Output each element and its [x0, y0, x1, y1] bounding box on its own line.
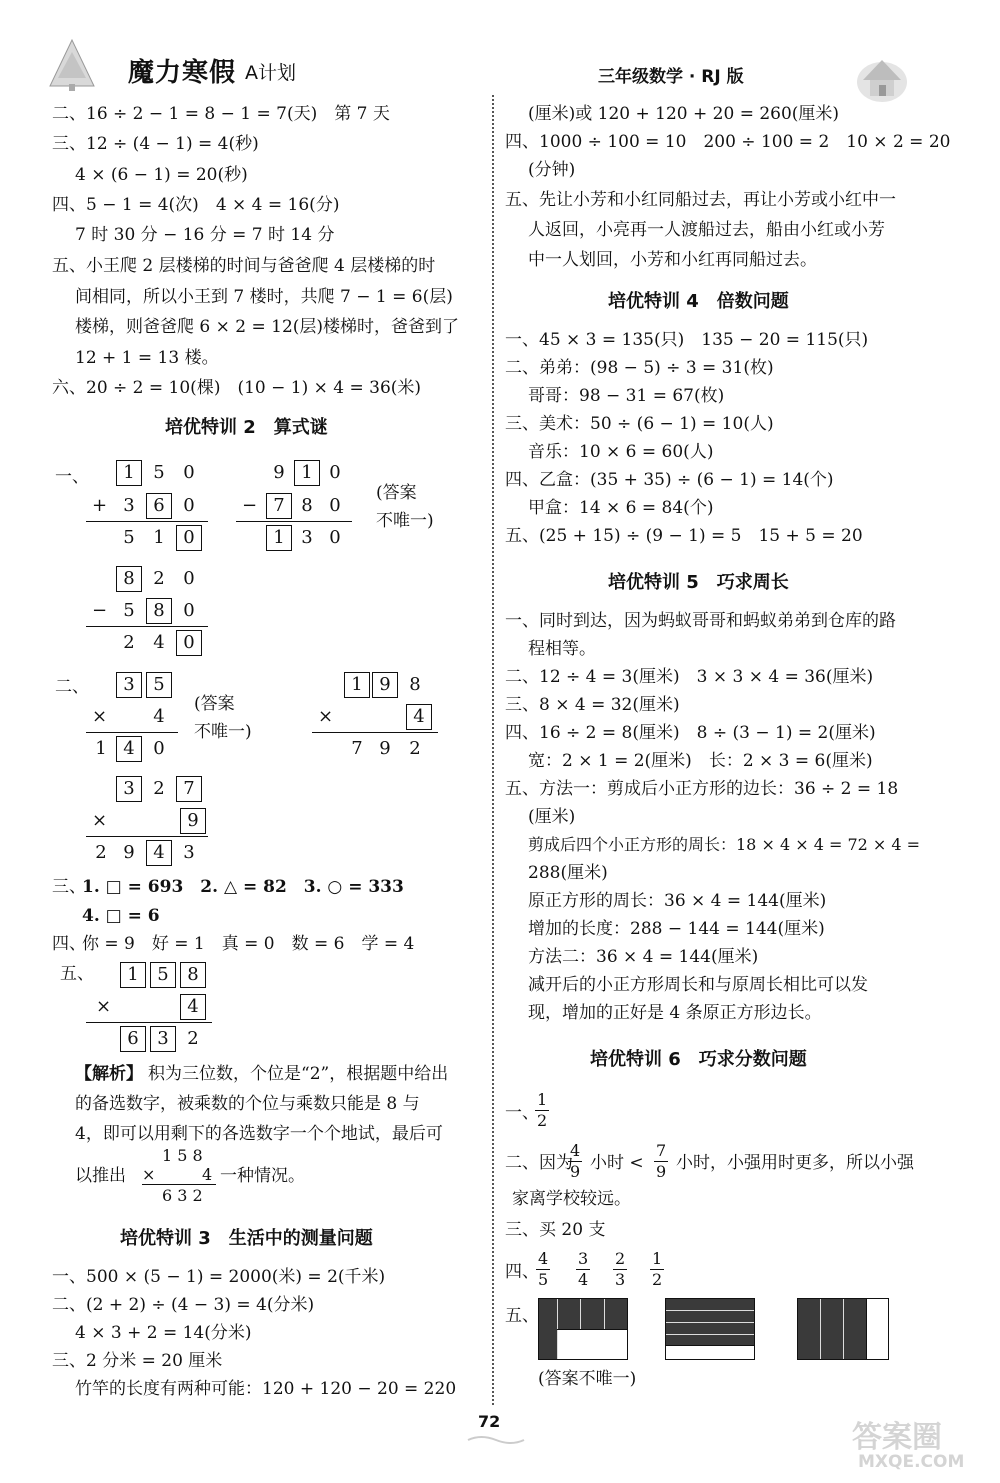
digit: 2	[409, 738, 421, 759]
fraction-numerator: 3	[578, 1249, 589, 1268]
inline-vertical-op: ×	[142, 1165, 156, 1184]
answer-line: 原正方形的周长：36 × 4 = 144(厘米)	[528, 891, 827, 911]
digit: 3	[123, 495, 135, 516]
answer-line: 中一人划回，小芳和小红再同船过去。	[528, 250, 817, 270]
answer-line: 二、16 ÷ 2 − 1 = 8 − 1 = 7(天) 第 7 天	[52, 104, 390, 124]
digit: 4	[153, 632, 165, 653]
digit: 8	[409, 674, 421, 695]
fraction-numerator: 4	[538, 1249, 549, 1268]
digit-box: 7	[266, 493, 292, 519]
fraction-denominator: 2	[652, 1270, 663, 1289]
answer-line: 二、弟弟：(98 − 5) ÷ 3 = 31(枚)	[505, 358, 774, 378]
answer-line: 竹竿的长度有两种可能：120 + 120 − 20 = 220	[75, 1379, 457, 1399]
answer-line: 三、2 分米 = 20 厘米	[52, 1351, 223, 1371]
fraction	[535, 1090, 549, 1131]
digit: 2	[153, 568, 165, 589]
digit: 7	[351, 738, 363, 759]
digit-box: 1	[266, 525, 292, 551]
fraction	[568, 1141, 582, 1182]
question-label: 五、	[60, 964, 94, 984]
digit-box: 0	[176, 525, 202, 551]
digit: 4	[153, 706, 165, 727]
operator: +	[92, 495, 108, 516]
analysis-text: 4，即可以用剩下的各选数字一个个地试，最后可	[75, 1124, 443, 1144]
digit: 8	[301, 495, 313, 516]
fraction	[576, 1249, 590, 1290]
digit: 2	[187, 1028, 199, 1049]
note-text: (答案	[194, 694, 235, 714]
answer-line: 五、小王爬 2 层楼梯的时间与爸爸爬 4 层楼梯的时	[52, 256, 436, 276]
operator: ×	[96, 996, 112, 1017]
answer-line: 三、买 20 支	[505, 1220, 606, 1240]
tree-logo-icon	[42, 38, 102, 93]
answer-line: 楼梯，则爸爸爬 6 × 2 = 12(层)楼梯时，爸爸到了	[75, 317, 460, 337]
answer-line: 甲盒：14 × 6 = 84(个)	[528, 498, 714, 518]
fraction-denominator: 5	[538, 1270, 549, 1289]
answer-line: 四、16 ÷ 2 = 8(厘米) 8 ÷ (3 − 1) = 2(厘米)	[505, 723, 876, 743]
digit-box: 1	[344, 672, 370, 698]
note-text: 不唯一)	[376, 511, 434, 531]
digit-box: 1	[116, 460, 142, 486]
sum-line	[86, 1022, 212, 1023]
fraction-denominator: 2	[537, 1111, 548, 1130]
header-grade: 三年级数学 · RJ 版	[598, 67, 744, 87]
digit-box: 3	[150, 1026, 176, 1052]
digit-box: 8	[146, 598, 172, 624]
fraction-denominator: 3	[615, 1270, 626, 1289]
section-title: 培优特训 6 巧求分数问题	[590, 1049, 807, 1070]
digit: 9	[123, 842, 135, 863]
digit-box: 5	[146, 672, 172, 698]
fraction	[613, 1249, 627, 1290]
digit: 5	[123, 527, 135, 548]
column-divider	[492, 95, 494, 1405]
section-title: 培优特训 4 倍数问题	[608, 291, 789, 312]
digit: 3	[183, 842, 195, 863]
answer-line: 哥哥：98 − 31 = 67(枚)	[528, 386, 725, 406]
answer-line: 五、方法一：剪成后小正方形的边长：36 ÷ 2 = 18	[505, 779, 899, 799]
answer-line: 288(厘米)	[528, 863, 608, 883]
answer-line: 二、12 ÷ 4 = 3(厘米) 3 × 3 × 4 = 36(厘米)	[505, 667, 874, 687]
answer-line: 剪成后四个小正方形的周长：18 × 4 × 4 = 72 × 4 =	[528, 835, 921, 854]
answer-text: 二、因为	[505, 1153, 573, 1173]
answer-line: 一、同时到达，因为蚂蚁哥哥和蚂蚁弟弟到仓库的路	[505, 611, 896, 631]
answer-line: 六、20 ÷ 2 = 10(棵) (10 − 1) × 4 = 36(米)	[52, 378, 422, 398]
digit-box: 4	[406, 704, 432, 730]
digit: 3	[301, 527, 313, 548]
digit: 0	[329, 462, 341, 483]
question-label: 四、	[52, 934, 86, 954]
answer-text: 小时，小强用时更多，所以小强	[676, 1153, 914, 1173]
fraction-numerator: 1	[652, 1249, 663, 1268]
analysis-text: 的备选数字，被乘数的个位与乘数只能是 8 与	[75, 1094, 420, 1114]
answer-text: 小时 <	[590, 1153, 644, 1173]
digit: 0	[153, 738, 165, 759]
header-plan: A计划	[245, 62, 296, 84]
question-label: 一、	[505, 1103, 539, 1123]
answer-line: 三、12 ÷ (4 − 1) = 4(秒)	[52, 134, 259, 154]
question-label: 二、	[55, 677, 89, 697]
digit: 1	[95, 738, 107, 759]
digit-box: 5	[150, 962, 176, 988]
note-text: (答案不唯一)	[538, 1369, 637, 1389]
digit-box: 4	[116, 736, 142, 762]
answer-line: (厘米)	[528, 807, 576, 827]
answer-line: 间相同，所以小王到 7 楼时，共爬 7 − 1 = 6(层)	[75, 287, 453, 307]
fraction-denominator: 4	[578, 1270, 589, 1289]
operator: −	[92, 600, 108, 621]
digit: 0	[329, 527, 341, 548]
operator: ×	[318, 706, 334, 727]
digit-box: 0	[176, 630, 202, 656]
answer-line: 7 时 30 分 − 16 分 = 7 时 14 分	[75, 225, 335, 245]
digit: 0	[183, 600, 195, 621]
answer-line: 人返回，小亮再一人渡船过去，船由小红或小芳	[528, 220, 885, 240]
page-ornament-icon	[466, 1432, 526, 1448]
analysis-text: 积为三位数，个位是“2”，根据题中给出	[148, 1064, 449, 1084]
digit-box: 8	[116, 566, 142, 592]
page-number: 72	[478, 1412, 501, 1431]
fraction	[654, 1141, 668, 1182]
answer-line: 4 × 3 + 2 = 14(分米)	[75, 1323, 252, 1343]
answer-line: 方法二：36 × 4 = 144(厘米)	[528, 947, 759, 967]
digit: 0	[183, 462, 195, 483]
answer-line: 你 = 9 好 = 1 真 = 0 数 = 6 学 = 4	[82, 934, 415, 954]
digit: 5	[153, 462, 165, 483]
digit: 0	[183, 495, 195, 516]
operator: −	[242, 495, 258, 516]
sum-line	[236, 521, 352, 522]
answer-line: 二、(2 + 2) ÷ (4 − 3) = 4(分米)	[52, 1295, 315, 1315]
answer-line: 四、1000 ÷ 100 = 10 200 ÷ 100 = 2 10 × 2 = 20	[505, 132, 951, 152]
answer-line: 宽：2 × 1 = 2(厘米) 长：2 × 3 = 6(厘米)	[528, 751, 873, 771]
section-title: 培优特训 5 巧求周长	[608, 572, 789, 593]
answer-line: 一、500 × (5 − 1) = 2000(米) = 2(千米)	[52, 1267, 386, 1287]
fraction-denominator: 9	[656, 1162, 667, 1181]
answer-line: 程相等。	[528, 639, 596, 659]
answer-line: 三、8 × 4 = 32(厘米)	[505, 695, 680, 715]
digit: 2	[153, 778, 165, 799]
digit-box: 9	[372, 672, 398, 698]
digit: 9	[273, 462, 285, 483]
operator: ×	[92, 810, 108, 831]
answer-line: (厘米)或 120 + 120 + 20 = 260(厘米)	[528, 104, 840, 124]
house-logo-icon	[855, 52, 910, 104]
sum-line	[86, 626, 208, 627]
answer-line: 12 + 1 = 13 楼。	[75, 348, 219, 368]
note-text: (答案	[376, 483, 417, 503]
digit: 0	[329, 495, 341, 516]
answer-line: (分钟)	[528, 160, 576, 180]
section-title: 培优特训 2 算式谜	[165, 417, 328, 438]
digit: 0	[183, 568, 195, 589]
analysis-text: 一种情况。	[220, 1166, 305, 1186]
answer-line: 1. □ = 693 2. △ = 82 3. ○ = 333	[82, 877, 404, 897]
question-label: 一、	[55, 467, 89, 487]
fraction-numerator: 4	[570, 1141, 581, 1160]
digit-box: 4	[180, 994, 206, 1020]
fraction-denominator: 9	[570, 1162, 581, 1181]
note-text: 不唯一)	[194, 722, 252, 742]
sum-line	[86, 521, 208, 522]
digit-box: 1	[294, 460, 320, 486]
fraction	[536, 1249, 550, 1290]
answer-line: 4. □ = 6	[82, 906, 160, 926]
digit-box: 8	[180, 962, 206, 988]
fraction-numerator: 1	[537, 1090, 548, 1109]
question-label: 三、	[52, 877, 86, 897]
sum-line	[86, 732, 178, 733]
digit: 2	[95, 842, 107, 863]
sum-line	[312, 732, 438, 733]
section-title: 培优特训 3 生活中的测量问题	[120, 1228, 373, 1249]
digit-box: 6	[146, 493, 172, 519]
sum-line	[142, 1184, 216, 1185]
watermark-url: MXQE.COM	[858, 1452, 965, 1472]
answer-line: 四、5 − 1 = 4(次) 4 × 4 = 16(分)	[52, 195, 340, 215]
fraction	[650, 1249, 664, 1290]
answer-line: 增加的长度：288 − 144 = 144(厘米)	[528, 919, 825, 939]
digit-box: 3	[116, 776, 142, 802]
digit-box: 3	[116, 672, 142, 698]
digit: 5	[123, 600, 135, 621]
analysis-text: 以推出	[75, 1166, 126, 1186]
analysis-tag: 【解析】	[75, 1064, 143, 1084]
answer-line: 五、先让小芳和小红同船过去，再让小芳或小红中一	[505, 190, 896, 210]
watermark-logo: 答案圈	[852, 1420, 942, 1455]
header-brand: 魔力寒假	[128, 58, 237, 88]
sum-line	[86, 836, 208, 837]
digit-box: 9	[180, 808, 206, 834]
digit: 2	[123, 632, 135, 653]
digit-box: 4	[146, 840, 172, 866]
answer-line: 一、45 × 3 = 135(只) 135 − 20 = 115(只)	[505, 330, 869, 350]
digit: 1	[153, 527, 165, 548]
fraction-numerator: 7	[656, 1141, 667, 1160]
inline-vertical-top: 1 5 8	[162, 1146, 203, 1165]
answer-line: 4 × (6 − 1) = 20(秒)	[75, 165, 248, 185]
digit-box: 1	[120, 962, 146, 988]
inline-vertical-mid: 4	[202, 1165, 213, 1184]
digit: 9	[379, 738, 391, 759]
answer-line: 减开后的小正方形周长和与原周长相比可以发	[528, 975, 868, 995]
answer-line: 音乐：10 × 6 = 60(人)	[528, 442, 714, 462]
digit-box: 7	[176, 776, 202, 802]
answer-text: 家离学校较远。	[512, 1189, 631, 1209]
answer-line: 四、乙盒：(35 + 35) ÷ (6 − 1) = 14(个)	[505, 470, 834, 490]
answer-line: 三、美术：50 ÷ (6 − 1) = 10(人)	[505, 414, 774, 434]
digit-box: 6	[120, 1026, 146, 1052]
answer-line: 现，增加的正好是 4 条原正方形边长。	[528, 1003, 822, 1023]
question-label: 四、	[505, 1262, 539, 1282]
inline-vertical-bottom: 6 3 2	[162, 1186, 203, 1205]
operator: ×	[92, 706, 108, 727]
question-label: 五、	[505, 1306, 539, 1326]
answer-line: 五、(25 + 15) ÷ (9 − 1) = 5 15 + 5 = 20	[505, 526, 863, 546]
fraction-numerator: 2	[615, 1249, 626, 1268]
